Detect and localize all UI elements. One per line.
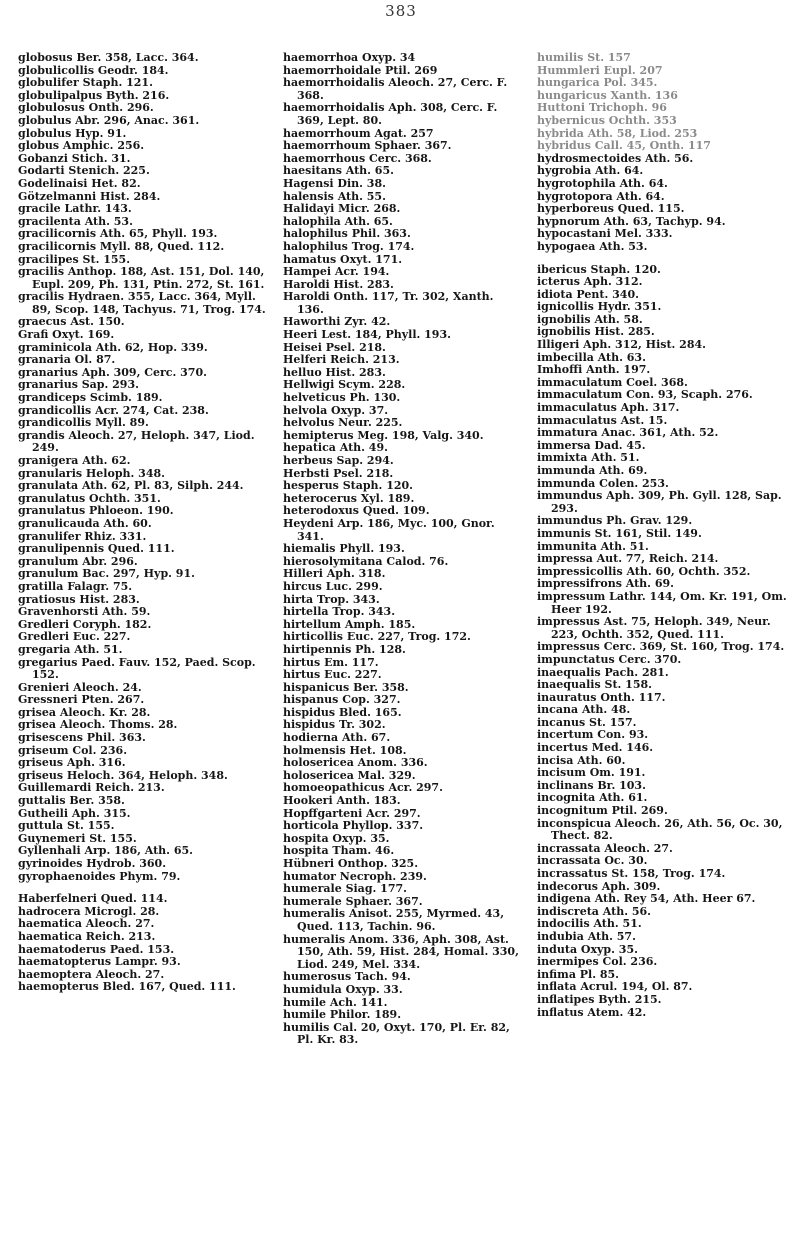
index-entry: globus Amphic. 256. [18, 139, 145, 153]
index-entry: hesperus Staph. 120. [283, 479, 413, 493]
index-entry: Guynemeri St. 155. [18, 831, 137, 845]
index-entry: Gyllenhali Arp. 186, Ath. 65. [18, 844, 193, 858]
index-entry: grisescens Phil. 363. [18, 731, 146, 745]
index-entry: globulifer Staph. 121. [18, 76, 153, 90]
index-entry: granulum Bac. 297, Hyp. 91. [18, 567, 195, 581]
index-entry: globulosus Onth. 296. [18, 101, 154, 115]
index-entry: griseus Aph. 316. [18, 756, 126, 770]
index-entry: inflatipes Byth. 215. [537, 992, 662, 1006]
index-entry: inclinans Br. 103. [537, 778, 646, 792]
index-entry: haemorrhoa Oxyp. 34 [283, 51, 416, 64]
index-entry: hierosolymitana Calod. 76. [283, 554, 449, 568]
index-entry: incrassata Oc. 30. [537, 854, 648, 868]
index-entry: heterocerus Xyl. 189. [283, 491, 415, 505]
index-entry: heterodoxus Qued. 109. [283, 504, 430, 518]
index-entry: ignobilis Ath. 58. [537, 312, 643, 326]
index-entry: hirtellum Amph. 185. [283, 617, 416, 631]
index-entry: impressum Lathr. 144, Om. Kr. 191, Om. Heer 192. [537, 589, 787, 616]
index-entry: granulum Abr. 296. [18, 554, 138, 568]
index-entry: gratiosus Hist. 283. [18, 592, 140, 606]
index-entry: indubia Ath. 57. [537, 929, 636, 943]
index-entry: immunda Colen. 253. [537, 476, 669, 490]
index-entry: hiemalis Phyll. 193. [283, 542, 405, 556]
index-entry: inaequalis Pach. 281. [537, 665, 669, 679]
index-entry: helveticus Ph. 130. [283, 391, 401, 405]
index-entry: impressifrons Ath. 69. [537, 577, 674, 591]
index-entry: grandicollis Myll. 89. [18, 416, 149, 430]
index-entry: ignobilis Hist. 285. [537, 325, 655, 339]
index-entry: Gredleri Coryph. 182. [18, 617, 152, 631]
index-entry: Götzelmanni Hist. 284. [18, 189, 161, 203]
index-entry: hemipterus Meg. 198, Valg. 340. [283, 428, 484, 442]
index-entry: griseus Heloch. 364, Heloph. 348. [18, 768, 228, 782]
index-entry: humator Necroph. 239. [283, 869, 427, 883]
index-entry: globulicollis Geodr. 184. [18, 63, 169, 77]
index-entry: granigera Ath. 62. [18, 454, 131, 467]
index-entry: granarius Aph. 309, Cerc. 370. [18, 365, 207, 379]
index-entry: halophilus Phil. 363. [283, 227, 411, 241]
index-entry: incisa Ath. 60. [537, 753, 626, 767]
index-entry: hypogaea Ath. 53. [537, 239, 648, 253]
index-entry: gratilla Falagr. 75. [18, 579, 133, 593]
index-entry: Heydeni Arp. 186, Myc. 100, Gnor. 341. [283, 516, 495, 543]
index-entry: granaria Ol. 87. [18, 353, 116, 367]
index-entry: Herbsti Psel. 218. [283, 466, 394, 480]
index-entry: haemoptera Aleoch. 27. [18, 967, 165, 981]
index-entry: inermipes Col. 236. [537, 955, 658, 969]
index-entry: homoeopathicus Acr. 297. [283, 781, 443, 795]
index-entry: Haroldi Hist. 283. [283, 277, 394, 291]
index-entry: horticola Phyllop. 337. [283, 819, 424, 833]
index-entry: haemorrhoum Sphaer. 367. [283, 139, 452, 153]
index-entry: Gredleri Euc. 227. [18, 630, 131, 644]
index-entry: granulicauda Ath. 60. [18, 516, 152, 530]
index-entry: hodierna Ath. 67. [283, 731, 391, 745]
index-entry: haematica Reich. 213. [18, 929, 156, 943]
index-entry: gracilicornis Myll. 88, Qued. 112. [18, 239, 225, 253]
index-entry: immatura Anac. 361, Ath. 52. [537, 426, 719, 440]
index-entry: Gobanzi Stich. 31. [18, 151, 131, 165]
index-entry: hygrobia Ath. 64. [537, 164, 644, 178]
index-entry: herbeus Sap. 294. [283, 454, 394, 467]
index-entry: gracile Lathr. 143. [18, 202, 132, 216]
index-entry: granulipennis Qued. 111. [18, 542, 175, 556]
index-entry: immaculatum Con. 93, Scaph. 276. [537, 388, 753, 402]
index-entry: immaculatum Coel. 368. [537, 375, 688, 389]
index-entry: hispidus Bled. 165. [283, 705, 402, 719]
index-entry: Hopffgarteni Acr. 297. [283, 806, 421, 820]
index-entry: humerale Siag. 177. [283, 882, 407, 896]
index-entry: hirtipennis Ph. 128. [283, 642, 406, 656]
index-entry: impunctatus Cerc. 370. [537, 652, 682, 666]
index-entry: hirticollis Euc. 227, Trog. 172. [283, 630, 471, 644]
index-entry: Gressneri Pten. 267. [18, 693, 145, 707]
index-entry: incanus St. 157. [537, 715, 637, 729]
index-entry: hydrosmectoides Ath. 56. [537, 151, 694, 165]
index-entry: humerale Sphaer. 367. [283, 894, 423, 908]
index-entry: holmensis Het. 108. [283, 743, 407, 757]
index-entry: hirta Trop. 343. [283, 592, 380, 606]
index-entry: haemopterus Bled. 167, Qued. 111. [18, 980, 236, 994]
index-entry: holosericea Mal. 329. [283, 768, 416, 782]
index-entry: hirtella Trop. 343. [283, 605, 396, 619]
index-entry: impressa Aut. 77, Reich. 214. [537, 552, 719, 566]
index-entry: idiota Pent. 340. [537, 287, 639, 301]
index-entry: immersa Dad. 45. [537, 438, 646, 452]
index-entry: grandiceps Scimb. 189. [18, 391, 163, 405]
index-entry: impressus Cerc. 369, St. 160, Trog. 174. [537, 640, 785, 654]
index-entry: halophila Ath. 65. [283, 214, 393, 228]
index-entry: helluo Hist. 283. [283, 365, 386, 379]
index-entry: incognitum Ptil. 269. [537, 804, 668, 818]
index-entry: incrassatus St. 158, Trog. 174. [537, 867, 726, 880]
index-entry: Grafi Oxyt. 169. [18, 328, 115, 342]
page-number: 383 [385, 2, 417, 20]
index-entry: guttula St. 155. [18, 819, 115, 833]
index-entry: griseum Col. 236. [18, 743, 128, 757]
index-column-1 [18, 52, 270, 994]
index-entry: Illigeri Aph. 312, Hist. 284. [537, 338, 706, 352]
index-entry: imbecilla Ath. 63. [537, 350, 646, 364]
index-entry: induta Oxyp. 35. [537, 942, 638, 956]
index-entry: hospita Oxyp. 35. [283, 831, 390, 845]
index-entry: granulatus Ochth. 351. [18, 491, 161, 505]
index-entry: Hagensi Din. 38. [283, 176, 386, 190]
index-entry: haemorrhoidalis Aleoch. 27, Cerc. F. 368. [283, 76, 508, 102]
index-entry: granulifer Rhiz. 331. [18, 529, 147, 543]
index-entry: Hampei Acr. 194. [283, 265, 390, 279]
index-entry: gregarius Paed. Fauv. 152, Paed. Scop. 152. [18, 655, 256, 682]
index-entry: hygrotopora Ath. 64. [537, 189, 665, 203]
index-entry: granarius Sap. 293. [18, 378, 139, 392]
index-entry: hypocastani Mel. 333. [537, 227, 673, 241]
index-entry: halensis Ath. 55. [283, 189, 386, 203]
index-entry: hispidus Tr. 302. [283, 718, 386, 732]
index-entry: haemorrhoum Agat. 257 [283, 126, 434, 140]
index-entry: icterus Aph. 312. [537, 275, 643, 289]
index-column-3 [537, 52, 787, 1019]
index-entry: immunis St. 161, Stil. 149. [537, 526, 702, 540]
index-entry: hypnorum Ath. 63, Tachyp. 94. [537, 214, 726, 228]
index-entry: hispanicus Ber. 358. [283, 680, 409, 694]
index-entry: globulus Abr. 296, Anac. 361. [18, 113, 200, 127]
index-entry: hamatus Oxyt. 171. [283, 252, 403, 266]
index-entry: granularis Heloph. 348. [18, 466, 165, 480]
index-entry: Haroldi Onth. 117, Tr. 302, Xanth. 136. [283, 290, 494, 316]
index-entry: indiscreta Ath. 56. [537, 904, 651, 918]
index-entry: indocilis Ath. 51. [537, 917, 642, 931]
index-entry: indecorus Aph. 309. [537, 879, 661, 893]
index-entry: grandis Aleoch. 27, Heloph. 347, Liod. 249. [18, 428, 255, 455]
index-entry: hirtus Euc. 227. [283, 668, 382, 682]
index-entry: Grenieri Aleoch. 24. [18, 680, 142, 694]
index-entry: incrassata Aleoch. 27. [537, 841, 673, 855]
index-entry: gracilipes St. 155. [18, 252, 131, 266]
index-entry: Guillemardi Reich. 213. [18, 781, 165, 795]
index-entry: graminicola Ath. 62, Hop. 339. [18, 340, 208, 354]
index-column-2 [283, 52, 523, 1047]
index-entry: infima Pl. 85. [537, 967, 620, 981]
index-entry: grisea Aleoch. Thoms. 28. [18, 718, 178, 732]
index-entry: immaculatus Aph. 317. [537, 401, 680, 415]
index-entry: humeralis Anom. 336, Aph. 308, Ast. 150, Ath. 59, Hist. 284, Homal. 330, Liod. 249, Mel. 334. [283, 932, 519, 971]
index-entry: hospita Tham. 46. [283, 844, 395, 858]
index-entry: indigena Ath. Rey 54, Ath. Heer 67. [537, 892, 756, 906]
index-entry: hungarica Pol. 345. [537, 76, 658, 90]
index-entry: hircus Luc. 299. [283, 579, 383, 593]
index-entry: gracilenta Ath. 53. [18, 214, 133, 228]
index-entry: hadrocera Microgl. 28. [18, 904, 160, 918]
index-entry: Hellwigi Scym. 228. [283, 378, 406, 392]
index-entry: guttalis Ber. 358. [18, 794, 125, 808]
index-entry: haesitans Ath. 65. [283, 164, 394, 178]
index-entry: hybrida Ath. 58, Liod. 253 [537, 126, 698, 140]
index-entry: granulatus Phloeon. 190. [18, 504, 174, 518]
index-entry: haemorrhous Cerc. 368. [283, 151, 432, 165]
index-entry: haematoderus Paed. 153. [18, 942, 175, 956]
index-entry: impressus Ast. 75, Heloph. 349, Neur. 223, Ochth. 352, Qued. 111. [537, 615, 771, 641]
index-entry: Hummleri Eupl. 207 [537, 63, 663, 77]
index-entry: humeralis Anisot. 255, Myrmed. 43, Qued. 113, Tachin. 96. [283, 907, 505, 933]
index-entry: haematopterus Lampr. 93. [18, 955, 181, 969]
index-entry: haematica Aleoch. 27. [18, 917, 155, 931]
index-entry: Imhoffi Anth. 197. [537, 363, 651, 377]
index-entry: immundus Ph. Grav. 129. [537, 514, 693, 528]
index-entry: haemorrhoidale Ptil. 269 [283, 63, 438, 77]
index-entry: gregaria Ath. 51. [18, 642, 123, 656]
index-entry: globulus Hyp. 91. [18, 126, 127, 140]
index-entry: ibericus Staph. 120. [537, 262, 661, 276]
index-entry: haemorrhoidalis Aph. 308, Cerc. F. 369, Lept. 80. [283, 101, 498, 127]
index-entry: hyperboreus Qued. 115. [537, 202, 685, 216]
index-entry: graecus Ast. 150. [18, 315, 125, 329]
index-entry: gracilis Anthop. 188, Ast. 151, Dol. 140, Eupl. 209, Ph. 131, Ptin. 272, St. 161. [18, 265, 265, 291]
index-entry: incisum Om. 191. [537, 766, 646, 780]
index-entry: impressicollis Ath. 60, Ochth. 352. [537, 564, 751, 578]
index-entry: Hübneri Onthop. 325. [283, 857, 419, 870]
index-entry: helvola Oxyp. 37. [283, 403, 389, 417]
index-entry: immixta Ath. 51. [537, 451, 640, 465]
index-entry: hispanus Cop. 327. [283, 693, 401, 707]
index-entry: Haberfelneri Qued. 114. [18, 892, 168, 906]
index-entry: hybridus Call. 45, Onth. 117 [537, 139, 711, 153]
index-entry: immundus Aph. 309, Ph. Gyll. 128, Sap. 293. [537, 489, 782, 515]
index-entry: Hilleri Aph. 318. [283, 567, 386, 581]
index-entry: holosericea Anom. 336. [283, 756, 428, 770]
index-entry: Heeri Lest. 184, Phyll. 193. [283, 328, 451, 342]
index-entry: granulata Ath. 62, Pl. 83, Silph. 244. [18, 479, 244, 493]
index-entry: globulipalpus Byth. 216. [18, 88, 170, 102]
index-entry: incertus Med. 146. [537, 741, 654, 755]
index-entry: halophilus Trog. 174. [283, 239, 415, 253]
index-entry: humilis St. 157 [537, 51, 631, 64]
index-entry: helvolus Neur. 225. [283, 416, 403, 430]
index-entry: grisea Aleoch. Kr. 28. [18, 705, 151, 719]
index-entry: Haworthi Zyr. 42. [283, 315, 391, 329]
index-entry: gracilicornis Ath. 65, Phyll. 193. [18, 227, 218, 241]
index-entry: ignicollis Hydr. 351. [537, 300, 662, 314]
index-entry: incognita Ath. 61. [537, 791, 648, 805]
index-entry: hirtus Em. 117. [283, 655, 379, 669]
index-entry: globosus Ber. 358, Lacc. 364. [18, 51, 199, 64]
index-entry: hepatica Ath. 49. [283, 441, 388, 455]
index-entry: hybernicus Ochth. 353 [537, 113, 677, 127]
index-entry: humile Ach. 141. [283, 995, 388, 1009]
index-entry: Gravenhorsti Ath. 59. [18, 605, 151, 619]
index-entry: gyrophaenoides Phym. 79. [18, 869, 181, 883]
index-entry: grandicollis Acr. 274, Cat. 238. [18, 403, 209, 417]
index-entry: hungaricus Xanth. 136 [537, 88, 678, 102]
index-entry: inflata Acrul. 194, Ol. 87. [537, 980, 693, 994]
index-entry: Heisei Psel. 218. [283, 340, 386, 354]
index-entry: humile Philor. 189. [283, 1008, 402, 1022]
index-entry: inconspicua Aleoch. 26, Ath. 56, Oc. 30, Thect. 82. [537, 816, 783, 843]
index-entry: Gutheili Aph. 315. [18, 806, 131, 820]
index-entry: immunda Ath. 69. [537, 464, 648, 477]
index-entry: inauratus Onth. 117. [537, 690, 666, 704]
index-entry: Huttoni Trichoph. 96 [537, 101, 667, 115]
index-entry: humidula Oxyp. 33. [283, 982, 403, 996]
index-entry: Helferi Reich. 213. [283, 353, 400, 367]
index-entry: gyrinoides Hydrob. 360. [18, 857, 167, 870]
index-entry: inflatus Atem. 42. [537, 1005, 647, 1019]
index-entry: Hookeri Anth. 183. [283, 794, 401, 808]
index-entry: Godelinaisi Het. 82. [18, 176, 141, 190]
index-entry: inaequalis St. 158. [537, 678, 652, 692]
index-entry: humerosus Tach. 94. [283, 970, 411, 984]
index-entry: hygrotophila Ath. 64. [537, 176, 668, 190]
index-entry: Halidayi Micr. 268. [283, 202, 401, 216]
index-entry: Godarti Stenich. 225. [18, 164, 150, 178]
index-entry: gracilis Hydraen. 355, Lacc. 364, Myll. 89, Scop. 148, Tachyus. 71, Trog. 174. [18, 290, 266, 316]
index-entry: incana Ath. 48. [537, 703, 631, 717]
index-entry: immaculatus Ast. 15. [537, 413, 668, 427]
index-entry: immunita Ath. 51. [537, 539, 649, 553]
index-entry: incertum Con. 93. [537, 728, 649, 742]
index-entry: humilis Cal. 20, Oxyt. 170, Pl. Er. 82, Pl. Kr. 83. [283, 1020, 510, 1047]
